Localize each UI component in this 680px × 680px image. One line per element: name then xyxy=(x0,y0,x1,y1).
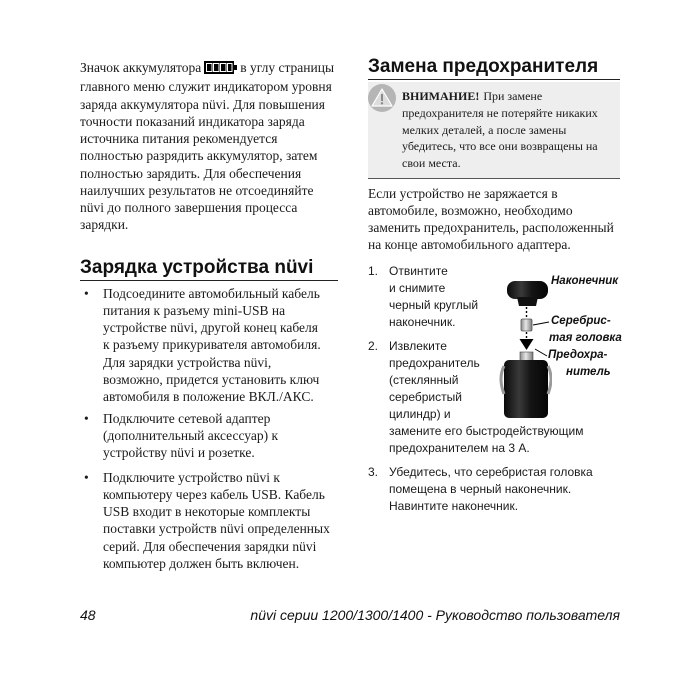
warning-line: предохранителя не потеряйте никаких xyxy=(402,105,598,120)
step-line: (стеклянный xyxy=(389,372,459,387)
intro-line: точности показаний индикатора заряда xyxy=(80,113,305,129)
fuse-paragraph-line: на конце автомобильного адаптера. xyxy=(368,236,571,252)
step-number: 3. xyxy=(368,464,379,479)
bullet-line: (дополнительный аксессуар) к xyxy=(103,427,279,443)
figure-label-fuse-1: Предохра- xyxy=(548,348,608,361)
step-line: предохранитель xyxy=(389,355,480,370)
bullet-marker: • xyxy=(84,469,89,485)
fuse-paragraph-line: автомобиле, возможно, необходимо xyxy=(368,202,573,218)
intro-line-1-before: Значок аккумулятора xyxy=(80,60,202,75)
intro-line-1-after: в углу страницы xyxy=(240,60,335,75)
figure-label-silver-head-1: Серебрис- xyxy=(551,314,611,327)
intro-line: источника питания рекомендуется xyxy=(80,131,278,146)
footer-title: nüvi серии 1200/1300/1400 - Руководство пользователя xyxy=(250,607,620,623)
bullet-line: USB входит в некоторые комплекты xyxy=(103,504,311,519)
warning-first-line: При замене xyxy=(483,89,543,103)
step-line: Навинтите наконечник. xyxy=(389,498,519,513)
step-line: Извлеките xyxy=(389,338,447,353)
warning-text xyxy=(402,88,598,172)
step-number: 1. xyxy=(368,263,379,278)
intro-paragraph xyxy=(80,59,340,234)
step-line: цилиндр) и xyxy=(389,406,451,421)
bullet-item-usb xyxy=(80,469,338,573)
bullet-item-ac-adapter xyxy=(80,410,338,462)
intro-line: заряда аккумулятора nüvi. Для повышения xyxy=(80,96,325,112)
bullet-marker: • xyxy=(84,410,89,426)
intro-line: наилучших результатов не отсоединяйте xyxy=(80,182,314,198)
charging-heading: Зарядка устройства nüvi xyxy=(80,257,314,278)
warning-line: мелких деталей, а после замены xyxy=(402,122,567,137)
intro-line-1 xyxy=(80,59,340,78)
step-line: наконечник. xyxy=(389,314,456,329)
bullet-line: автомобиля в положение ВКЛ./АКС. xyxy=(103,389,314,404)
bullet-line: устройстве nüvi, другой конец кабеля xyxy=(103,320,318,335)
bullet-line: к разъему прикуривателя автомобиля. xyxy=(103,337,321,353)
bullet-marker: • xyxy=(84,285,89,301)
bullet-line: Для зарядки устройства nüvi, xyxy=(103,354,272,370)
bullet-line: Подсоедините автомобильный кабель xyxy=(103,285,320,301)
step-line: Убедитесь, что серебристая головка xyxy=(389,464,593,479)
figure-label-fuse-2: нитель xyxy=(566,365,611,378)
step-line: помещена в черный наконечник. xyxy=(389,481,572,496)
car-adapter-fuse-illustration xyxy=(490,270,552,422)
intro-line: полностью разрядить аккумулятор, затем xyxy=(80,148,318,164)
bullet-line: компьютер должен быть включен. xyxy=(103,555,300,571)
charging-heading-rule xyxy=(80,280,338,281)
step-line: и снимите xyxy=(389,280,446,295)
bullet-item-car-cable xyxy=(80,285,338,406)
bullet-line: возможно, придется установить ключ xyxy=(103,371,320,387)
bullet-line: Подключите устройство nüvi к xyxy=(103,469,280,485)
step-number: 2. xyxy=(368,338,379,353)
bullet-line: устройству nüvi и розетке. xyxy=(103,445,255,460)
fuse-paragraph-line: заменить предохранитель, расположенный xyxy=(368,219,614,235)
fuse-paragraph-line: Если устройство не заряжается в xyxy=(368,185,558,201)
bullet-line: Подключите сетевой адаптер xyxy=(103,410,271,426)
warning-line-1 xyxy=(402,88,598,105)
intro-line: nüvi до полного завершения процесса xyxy=(80,200,298,215)
bullet-line: поставки устройств nüvi определенных xyxy=(103,521,330,537)
bullet-line: серий. Для обеспечения зарядки nüvi xyxy=(103,538,317,554)
page-number: 48 xyxy=(80,607,96,623)
warning-label: ВНИМАНИЕ! xyxy=(402,89,480,103)
bullet-line: питания к разъему mini-USB на xyxy=(103,302,286,318)
step-line: предохранителем на 3 А. xyxy=(389,440,530,455)
step-line: Отвинтите xyxy=(389,263,448,278)
fuse-heading: Замена предохранителя xyxy=(368,56,599,77)
step-line: серебристый xyxy=(389,389,462,404)
figure-label-silver-head-2: тая головка xyxy=(549,331,622,344)
step-3 xyxy=(368,464,620,515)
intro-line: полностью зарядить. Для обеспечения xyxy=(80,165,302,181)
figure-label-cap: Наконечник xyxy=(551,274,619,287)
fuse-paragraph xyxy=(368,185,614,253)
battery-icon xyxy=(204,61,237,78)
warning-line: убедитесь, что все они возвращены на xyxy=(402,139,598,154)
intro-line: главного меню служит индикатором уровня xyxy=(80,79,332,95)
intro-line: зарядки. xyxy=(80,217,129,233)
step-line: черный круглый xyxy=(389,297,479,312)
step-line: замените его быстродействующим xyxy=(389,423,584,438)
warning-icon xyxy=(368,84,396,112)
fuse-heading-rule xyxy=(368,79,620,80)
bullet-line: компьютеру через кабель USB. Кабель xyxy=(103,486,325,502)
warning-line: свои места. xyxy=(402,156,461,171)
